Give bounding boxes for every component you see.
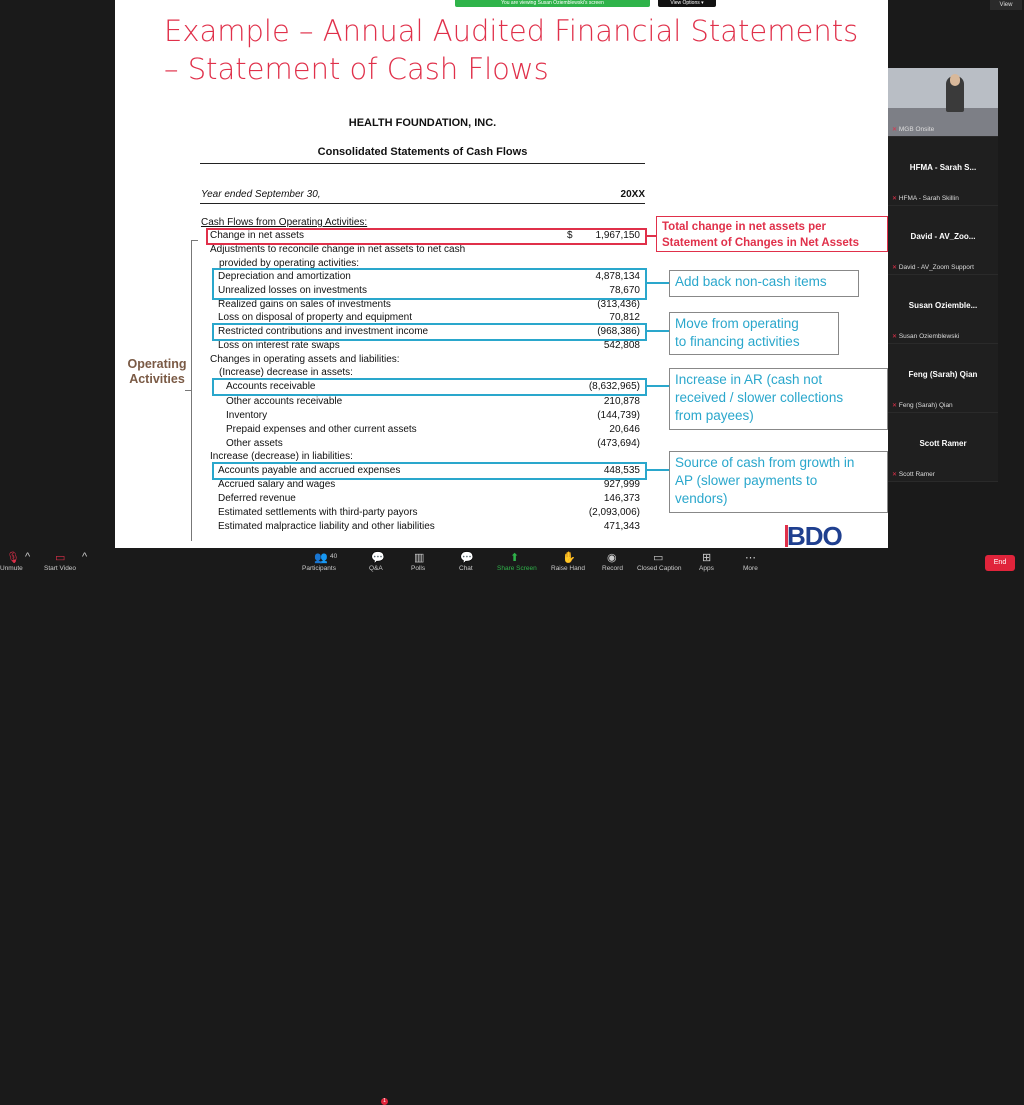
tile-sub-text: Feng (Sarah) Qian — [898, 402, 953, 409]
ar-highlight — [212, 378, 647, 396]
row-value: (144,739) — [597, 410, 640, 421]
video-off-icon[interactable]: ▭ — [55, 552, 66, 564]
polls-button[interactable]: Polls — [411, 565, 426, 572]
viewing-screen-banner: You are viewing Susan Oziemblewski's screen — [455, 0, 650, 7]
mic-muted-icon: ✕ — [892, 403, 898, 409]
tile-sublabel — [892, 195, 959, 202]
section-heading: Cash Flows from Operating Activities: — [201, 217, 368, 228]
row-label: Accounts payable and accrued expenses — [218, 465, 401, 476]
qa-badge: 1 — [381, 1098, 388, 1105]
mic-muted-icon: ✕ — [892, 472, 898, 478]
row-label: Prepaid expenses and other current assets — [226, 424, 417, 435]
row-label: Deferred revenue — [218, 493, 296, 504]
mic-muted-icon: ✕ — [892, 265, 898, 271]
callout-text: from payees) — [675, 408, 754, 423]
statement-title: Consolidated Statements of Cash Flows — [317, 146, 528, 158]
more-icon[interactable]: ⋯ — [745, 552, 756, 564]
slide-title: Example – Annual Audited Financial Statements – Statement of Cash Flows — [164, 14, 859, 86]
row-value: 542,808 — [603, 340, 640, 351]
participant-tile[interactable] — [888, 206, 998, 275]
callout-text: Increase in AR (cash not — [675, 372, 823, 387]
row-label: Accrued salary and wages — [218, 479, 336, 490]
unmute-button[interactable]: Unmute — [0, 565, 23, 572]
tile-sublabel — [892, 471, 935, 478]
callout-text: to financing activities — [675, 334, 800, 349]
share-banner — [455, 0, 780, 7]
participant-tile[interactable] — [888, 275, 998, 344]
row-label: Estimated settlements with third-party payors — [218, 507, 418, 518]
record-icon[interactable]: ◉ — [607, 552, 617, 564]
operating-brace — [191, 240, 198, 541]
presenter-head — [950, 74, 960, 86]
row-label: Inventory — [226, 410, 268, 421]
tile-sub-text: Susan Oziemblewski — [898, 333, 960, 340]
closed-caption-icon[interactable]: ▭ — [653, 552, 664, 564]
row-label: provided by operating activities: — [219, 258, 360, 269]
tile-sub-text: HFMA - Sarah Skillin — [898, 195, 959, 202]
noncash-highlight — [212, 268, 647, 300]
connector-line — [645, 385, 669, 387]
participants-count: 40 — [330, 553, 338, 560]
chevron-up-icon[interactable]: ^ — [25, 551, 31, 563]
row-label: Change in net assets — [210, 230, 304, 241]
row-label: Depreciation and amortization — [218, 271, 351, 282]
participant-name: HFMA - Sarah S... — [909, 163, 977, 172]
divider — [200, 163, 645, 164]
chat-button[interactable]: Chat — [459, 565, 473, 572]
row-dollar: $ — [567, 230, 573, 241]
row-value: (8,632,965) — [588, 381, 640, 392]
row-value: (2,093,006) — [588, 507, 640, 518]
side-label: Operating — [127, 357, 187, 371]
mic-muted-icon: ✕ — [892, 127, 898, 133]
closed-caption-button[interactable]: Closed Caption — [637, 565, 682, 572]
participant-name: Scott Ramer — [919, 439, 967, 448]
callout-text: received / slower collections — [675, 390, 844, 405]
callout-net-assets — [656, 216, 888, 252]
net-assets-highlight — [206, 228, 647, 245]
participants-icon[interactable]: 👥 — [314, 552, 328, 564]
callout-ap — [669, 451, 888, 513]
tile-sub-text: MGB Onsite — [898, 126, 935, 133]
ap-highlight — [212, 462, 647, 480]
row-label: Adjustments to reconcile change in net assets to net cash — [210, 244, 466, 255]
row-label: Increase (decrease) in liabilities: — [210, 451, 353, 462]
year-column: 20XX — [620, 189, 645, 200]
row-label: Accounts receivable — [226, 381, 316, 392]
mic-muted-icon: ✕ — [892, 196, 898, 202]
participants-button[interactable]: Participants — [302, 565, 336, 572]
callout-text: Total change in net assets per — [662, 221, 827, 233]
callout-text: Move from operating — [675, 316, 799, 331]
video-tile[interactable] — [888, 68, 998, 137]
callout-noncash — [669, 270, 859, 297]
video-wall — [888, 68, 998, 108]
qa-button[interactable]: Q&A — [369, 565, 383, 572]
connector-line — [645, 235, 656, 237]
callout-ar — [669, 368, 888, 430]
row-value: 146,373 — [603, 493, 640, 504]
end-meeting-button[interactable]: End — [985, 555, 1015, 571]
row-value: 471,343 — [603, 521, 640, 532]
callout-text: vendors) — [675, 491, 728, 506]
share-screen-button[interactable]: Share Screen — [497, 565, 537, 572]
participant-tile[interactable] — [888, 344, 998, 413]
callout-financing — [669, 312, 839, 355]
tile-sublabel — [892, 333, 959, 340]
row-label: Loss on interest rate swaps — [218, 340, 340, 351]
row-value: (473,694) — [597, 438, 640, 449]
raise-hand-button[interactable]: Raise Hand — [551, 565, 585, 572]
connector-line — [645, 469, 669, 471]
participants-panel — [888, 68, 998, 488]
year-label: Year ended September 30, — [201, 189, 321, 200]
participant-tile[interactable] — [888, 413, 998, 482]
polls-icon[interactable]: ▥ — [414, 552, 425, 564]
row-label: Changes in operating assets and liabilities: — [210, 354, 400, 365]
company-name: HEALTH FOUNDATION, INC. — [348, 117, 497, 129]
row-value: 4,878,134 — [595, 271, 640, 282]
participant-name: David - AV_Zoo... — [910, 232, 976, 241]
callout-text: Add back non-cash items — [675, 274, 827, 289]
callout-text: Statement of Changes in Net Assets — [662, 237, 860, 249]
mic-muted-icon[interactable]: 🎙 — [6, 552, 20, 564]
divider — [200, 203, 645, 204]
operating-activities-label — [121, 357, 193, 387]
apps-icon[interactable]: ⊞ — [702, 552, 712, 564]
row-value: 210,878 — [603, 396, 640, 407]
start-video-button[interactable]: Start Video — [44, 565, 77, 572]
row-value: 20,646 — [609, 424, 640, 435]
connector-line — [645, 282, 669, 284]
participant-name: Susan Oziemble... — [908, 301, 978, 310]
shared-slide — [115, 0, 888, 548]
row-label: (Increase) decrease in assets: — [219, 367, 353, 378]
callout-text: AP (slower payments to — [675, 473, 818, 488]
side-label: Activities — [129, 372, 185, 386]
apps-button[interactable]: Apps — [699, 565, 714, 572]
raise-hand-icon[interactable]: ✋ — [562, 552, 576, 564]
view-button[interactable]: View — [990, 0, 1022, 10]
tile-sublabel — [892, 126, 934, 133]
participant-tile[interactable] — [888, 137, 998, 206]
restricted-highlight — [212, 323, 647, 341]
chevron-up-icon[interactable]: ^ — [82, 551, 88, 563]
brace-tip — [185, 390, 191, 391]
row-value: 448,535 — [603, 465, 640, 476]
row-value: 70,812 — [609, 312, 640, 323]
meeting-toolbar — [0, 548, 1024, 1104]
row-label: Unrealized losses on investments — [218, 285, 367, 296]
record-button[interactable]: Record — [602, 565, 623, 572]
row-value: 927,999 — [603, 479, 640, 490]
row-label: Loss on disposal of property and equipment — [218, 312, 413, 323]
tile-sublabel — [892, 402, 953, 409]
row-label: Estimated malpractice liability and other liabilities — [218, 521, 435, 532]
connector-line — [645, 330, 669, 332]
view-options-button[interactable]: View Options ▾ — [658, 0, 716, 7]
row-value: (313,436) — [597, 299, 640, 310]
more-button[interactable]: More — [743, 565, 758, 572]
row-value: 78,670 — [609, 285, 640, 296]
row-value: (968,386) — [597, 326, 640, 337]
mic-muted-icon: ✕ — [892, 334, 898, 340]
tile-sub-text: David - AV_Zoom Support — [898, 264, 974, 271]
bdo-logo: BDO — [787, 521, 842, 548]
participant-name: Feng (Sarah) Qian — [908, 370, 978, 379]
qa-icon[interactable]: 💬 — [371, 552, 385, 564]
tile-sub-text: Scott Ramer — [898, 471, 935, 478]
row-label: Other accounts receivable — [226, 396, 343, 407]
row-label: Restricted contributions and investment income — [218, 326, 429, 337]
tile-sublabel — [892, 264, 974, 271]
row-label: Realized gains on sales of investments — [218, 299, 391, 310]
row-label: Other assets — [226, 438, 283, 449]
row-value: 1,967,150 — [595, 230, 640, 241]
share-screen-icon[interactable]: ⬆ — [510, 552, 520, 564]
chat-icon[interactable]: 💬 — [460, 552, 474, 564]
callout-text: Source of cash from growth in — [675, 455, 855, 470]
